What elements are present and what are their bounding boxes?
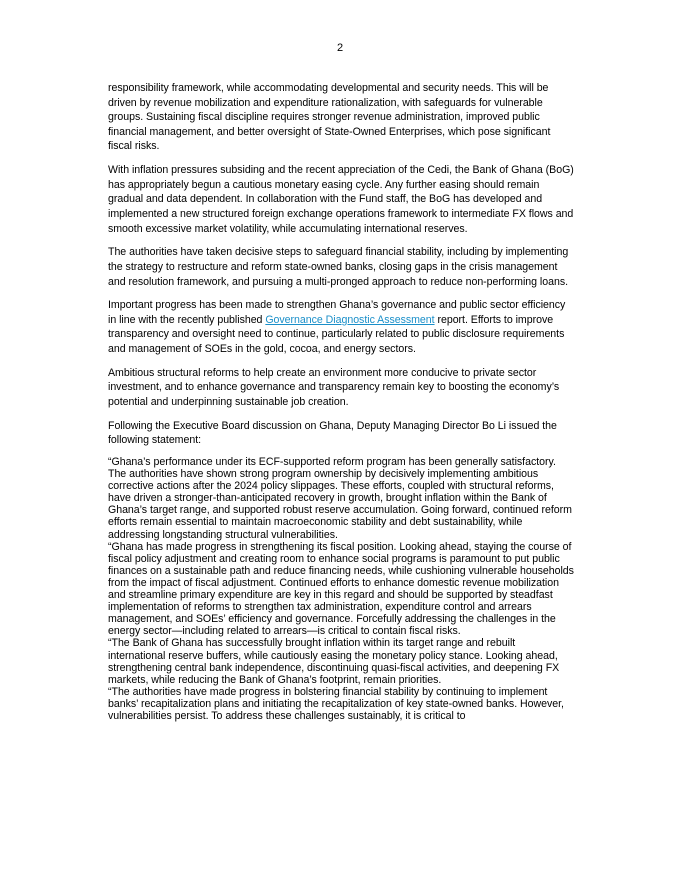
quote-program-performance: “Ghana’s performance under its ECF-supported reform program has been generally satisfactory. The authorities have shown strong program ownership by decisively implementing ambitious corrective actions after the 2024 policy slippages. These efforts, coupled with structural reforms, have driven a stronger-than-anticipated recovery in growth, brought inflation within the Bank of Ghana’s target range, and supported robust reserve accumulation. Going forward, continued reform efforts remain essential to maintain macroeconomic stability and debt sustainability, while addressing longstanding structural vulnerabilities. [108, 456, 572, 541]
quote-bank-of-ghana: “The Bank of Ghana has successfully brought inflation within its target range and rebuilt international reserve buffers, while cautiously easing the monetary policy stance. Looking ahead, strengthening central bank independence, discontinuing quasi-fiscal activities, and deepening FX markets, while reducing the Bank of Ghana’s footprint, remain priorities. [108, 637, 560, 686]
paragraph-governance [108, 298, 574, 356]
governance-text-after: report. Efforts to improve transparency and oversight need to continue, particularly related to public disclosure requirements and management of SOEs in the gold, cocoa, and energy sectors. [108, 313, 565, 356]
paragraph-fiscal-framework: responsibility framework, while accommodating developmental and security needs. This will be driven by revenue mobilization and expenditure rationalization, with safeguards for vulnerable groups. Sustaining fiscal discipline requires stronger revenue administration, improved public financial management, and better oversight of State-Owned Enterprises, which pose significant fiscal risks. [108, 82, 551, 153]
paragraph-statement-intro: Following the Executive Board discussion on Ghana, Deputy Managing Director Bo Li issued the following statement: [108, 419, 557, 447]
document-body [108, 81, 574, 722]
paragraph-financial-stability: The authorities have taken decisive steps to safeguard financial stability, including by implementing the strategy to restructure and reform state-owned banks, closing gaps in the crisis management and resolution framework, and pursuing a multi-pronged approach to reduce non-performing loans. [108, 246, 569, 288]
governance-diagnostic-assessment-link[interactable]: Governance Diagnostic Assessment [265, 313, 435, 326]
paragraph-monetary-policy: With inflation pressures subsiding and the recent appreciation of the Cedi, the Bank of Ghana (BoG) has appropriately begun a cautious monetary easing cycle. Any further easing should remain gradual and data dependent. In collaboration with the Fund staff, the BoG has developed and implemented a new structured foreign exchange operations framework to intermediate FX flows and smooth excessive market volatility, while accumulating international reserves. [108, 164, 574, 235]
quote-financial-stability: “The authorities have made progress in bolstering financial stability by continuing to implement banks’ recapitalization plans and initiating the recapitalization of key state-owned banks. However, vulnerabilities persist. To address these challenges sustainably, it is critical to [108, 685, 564, 722]
paragraph-structural-reforms: Ambitious structural reforms to help create an environment more conducive to private sector investment, and to enhance governance and transparency remain key to boosting the economy’s potential and underpinning sustainable job creation. [108, 366, 560, 409]
governance-text-before: Important progress has been made to strengthen Ghana’s governance and public sector efficiency in line with the recently published [108, 299, 566, 326]
page-number: 2 [336, 42, 344, 54]
quote-fiscal-position: “Ghana has made progress in strengthening its fiscal position. Looking ahead, staying the course of fiscal policy adjustment and creating room to enhance social programs is paramount to put public finances on a sustainable path and reduce financing needs, while cushioning vulnerable households from the impact of fiscal adjustment. Continued efforts to enhance domestic revenue mobilization and streamline primary expenditure are key in this regard and should be supported by steadfast implementation of reforms to strengthen tax administration, expenditure control and arrears management, and SOEs’ efficiency and governance. Forcefully addressing the challenges in the energy sector—including related to arrears—is critical to contain fiscal risks. [108, 540, 574, 638]
